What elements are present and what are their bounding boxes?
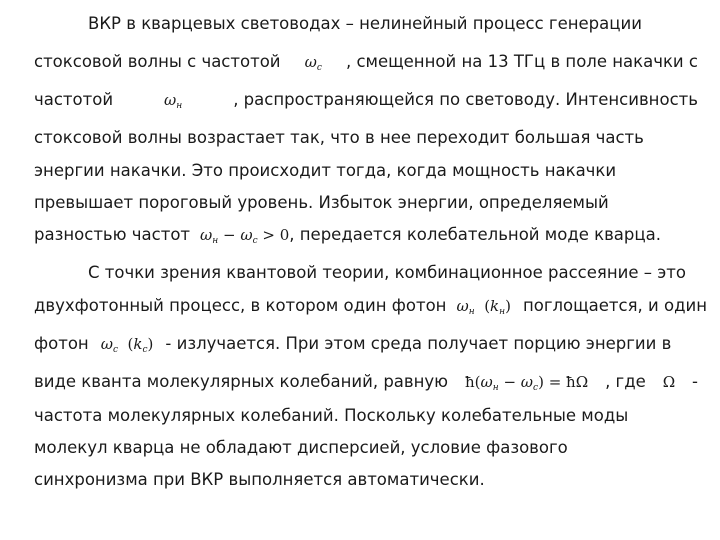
sub-s: с <box>142 345 148 355</box>
p1-line-3-text-b: , распространяющейся по световоду. Интенсивность <box>233 90 698 109</box>
p1-line-2-text-b: , смещенной на 13 ТГц в поле накачки с <box>345 52 698 71</box>
hbar-symbol: ħ <box>464 373 475 391</box>
p2-line-1 <box>88 262 698 284</box>
stokes-photon-formula <box>101 333 154 361</box>
p2-line-4 <box>34 371 698 399</box>
p2-line-6 <box>34 437 698 459</box>
sub-p: н <box>176 101 183 111</box>
sub-s: с <box>112 345 118 355</box>
p1-line-6 <box>34 192 698 214</box>
p1-line-2-text-a: стоксовой волны с частотой <box>34 52 281 71</box>
p2-line-2 <box>34 295 708 323</box>
p1-line-3 <box>34 89 698 117</box>
p1-line-5-text: энергии накачки. Это происходит тогда, когда мощность накачки <box>34 161 617 180</box>
p2-line-6-text: молекул кварца не обладают дисперсией, условие фазового <box>34 438 568 457</box>
sub-p: н <box>468 307 475 317</box>
omega-symbol: ω <box>480 373 493 391</box>
p1-line-7-text-a: разностью частот <box>34 225 191 244</box>
right-paren: ) <box>147 335 154 353</box>
p2-line-4-text-b: , где <box>605 372 646 391</box>
p1-line-7-text-b: , передается колебательной моде кварца. <box>289 225 661 244</box>
left-paren: ( <box>474 373 481 391</box>
sub-p: н <box>499 307 506 317</box>
sub-s: с <box>316 63 322 73</box>
p1-line-3-text-a: частотой <box>34 90 114 109</box>
p1-line-1-text: ВКР в кварцевых световодах – нелинейный процесс генерации <box>88 14 642 33</box>
p1-line-5 <box>34 160 698 182</box>
p1-line-6-text: превышает пороговый уровень. Избыток энергии, определяемый <box>34 193 609 212</box>
sub-p: н <box>212 236 219 246</box>
omega-s-formula <box>305 51 322 79</box>
omega-symbol: ω <box>100 335 113 353</box>
p1-line-1 <box>88 13 698 35</box>
sub-s: с <box>533 383 539 393</box>
equals-sign: = <box>543 373 567 391</box>
omega-symbol: ω <box>304 53 317 71</box>
phonon-energy-formula <box>465 371 588 399</box>
p2-line-7-text: синхронизма при ВКР выполняется автоматически. <box>34 470 485 489</box>
omega-symbol: ω <box>456 297 469 315</box>
p2-line-3-text-a: фотон <box>34 334 89 353</box>
p1-line-2 <box>34 51 698 79</box>
greater-than-zero: > 0 <box>257 226 290 244</box>
pump-photon-formula <box>456 295 510 323</box>
omega-capital-symbol: Ω <box>662 373 676 391</box>
sub-p: н <box>492 383 499 393</box>
p2-line-4-text-c: - <box>692 372 698 391</box>
omega-capital-formula <box>663 371 675 393</box>
p2-line-2-text-b: поглощается, и один <box>522 296 708 315</box>
left-paren: ( <box>127 335 134 353</box>
omega-symbol: ω <box>240 226 253 244</box>
p2-line-5-text: частота молекулярных колебаний. Поскольку колебательные моды <box>34 406 629 425</box>
sub-s: с <box>252 236 258 246</box>
p2-line-1-text: С точки зрения квантовой теории, комбинационное рассеяние – это <box>88 263 686 282</box>
p2-line-7 <box>34 469 698 491</box>
right-paren: ) <box>505 297 511 315</box>
p2-line-3-text-b: - излучается. При этом среда получает порцию энергии в <box>165 334 672 353</box>
right-paren: ) <box>538 373 544 391</box>
minus-sign: − <box>218 226 241 244</box>
omega-symbol: ω <box>520 373 534 391</box>
k-symbol: k <box>490 297 500 315</box>
p2-line-2-text-a: двухфотонный процесс, в котором один фотон <box>34 296 447 315</box>
left-paren: ( <box>484 297 491 315</box>
omega-symbol: ω <box>200 226 213 244</box>
p1-line-4 <box>34 127 698 149</box>
hbar-symbol: ħ <box>566 373 576 391</box>
omega-capital-symbol: Ω <box>575 373 589 391</box>
p2-line-4-text-a: виде кванта молекулярных колебаний, равную <box>34 372 449 391</box>
p2-line-5 <box>34 405 698 427</box>
omega-symbol: ω <box>164 91 177 109</box>
p2-line-3 <box>34 333 698 361</box>
frequency-difference-formula <box>200 224 289 252</box>
k-symbol: k <box>133 335 143 353</box>
minus-sign: − <box>498 373 521 391</box>
p1-line-7 <box>34 224 698 252</box>
omega-p-formula <box>164 89 182 117</box>
p1-line-4-text: стоксовой волны возрастает так, что в нее переходит большая часть <box>34 128 644 147</box>
